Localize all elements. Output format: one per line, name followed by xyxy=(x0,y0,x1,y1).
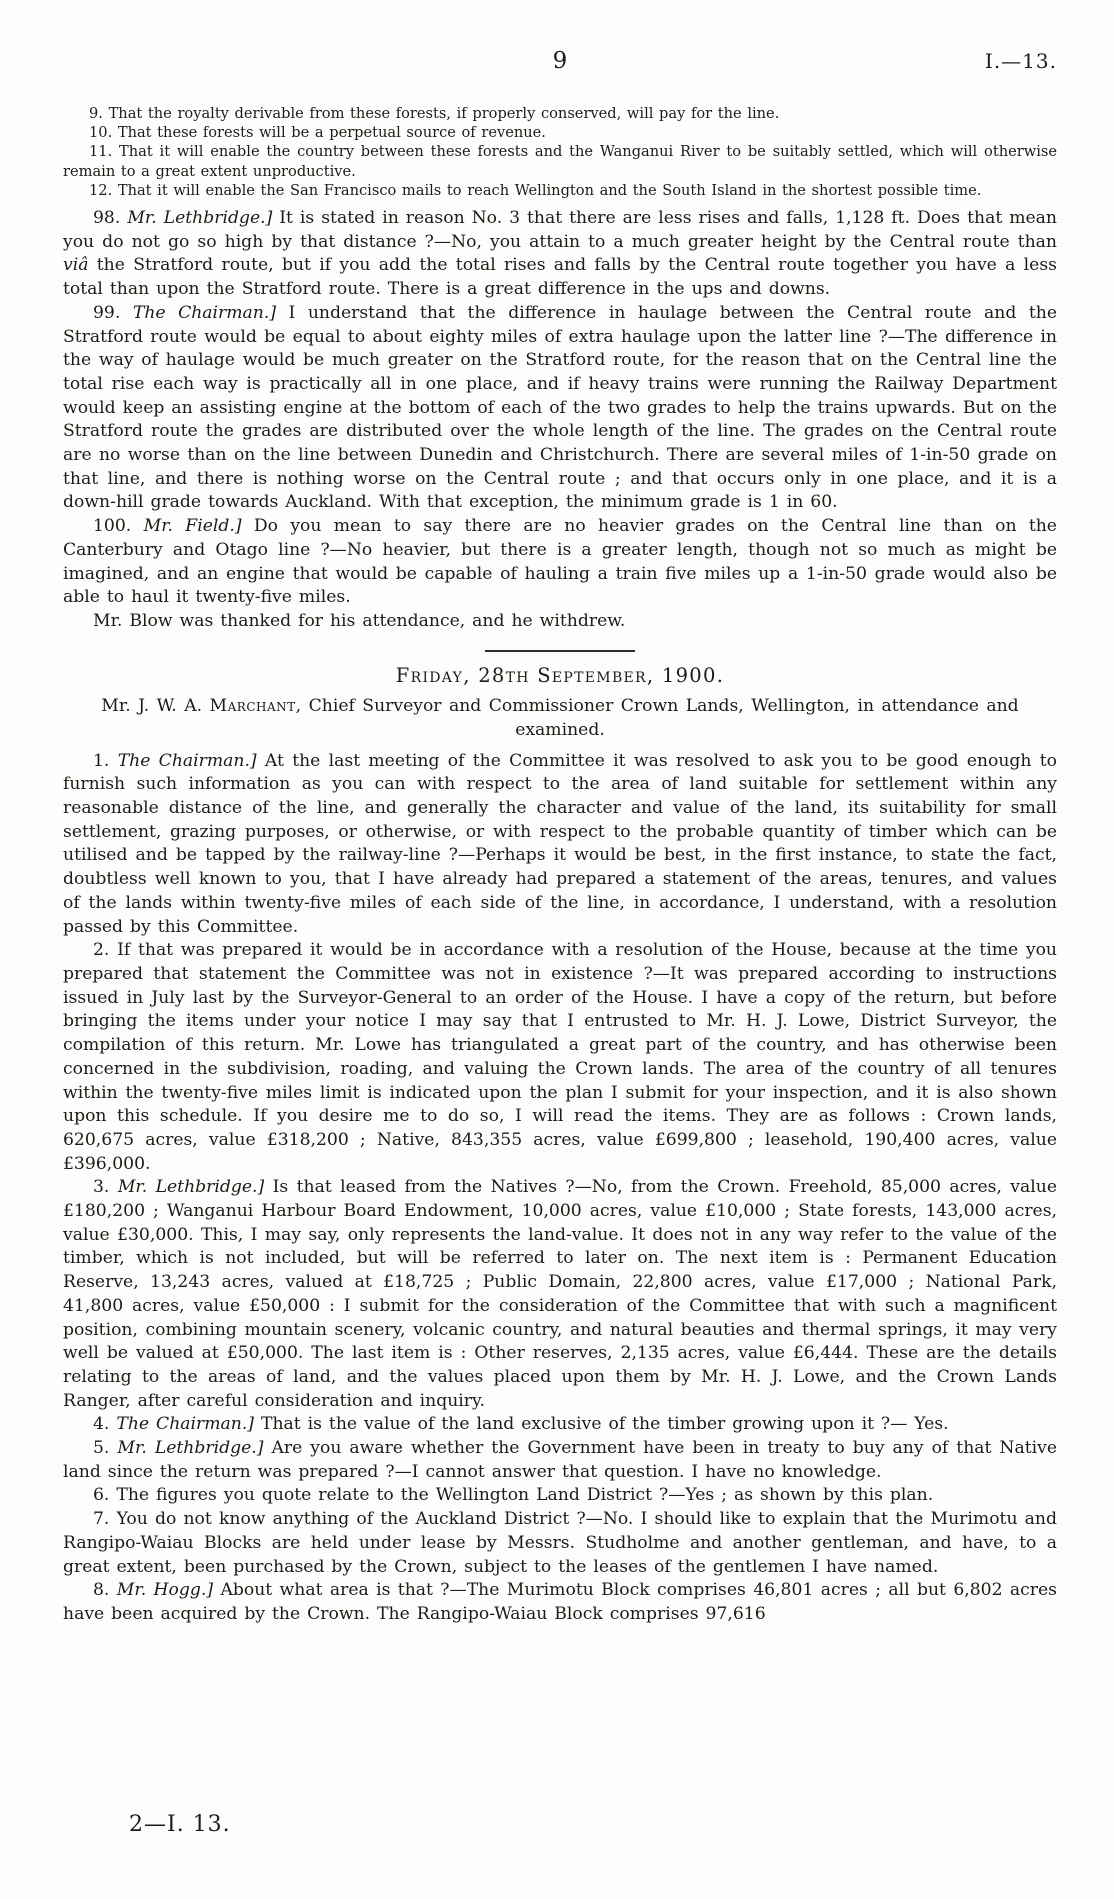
qa-paragraph-100 xyxy=(63,515,1057,610)
question-number: 3. xyxy=(93,1177,110,1198)
page-number: 9 xyxy=(552,48,568,74)
witness-withdrawal: Mr. Blow was thanked for his attendance, and he withdrew. xyxy=(93,610,626,631)
italic-word: viâ xyxy=(63,255,89,276)
qa-paragraph-1 xyxy=(63,750,1057,940)
speaker-name: Mr. Lethbridge.] xyxy=(117,1438,264,1459)
speaker-name: Mr. Lethbridge.] xyxy=(127,208,273,229)
paragraph-text: I understand that the difference in haulage between the Central route and the Stratford route would be equal to about eighty miles of extra haulage upon the latter line ?—The difference in the way of haulage would be much greater on the Stratford route, for the reason that on the Central line the total rise each way is practically all in one place, and if heavy trains were running the Railway Department would keep an assisting engine at the bottom of each of the two grades to help the trains upwards. But on the Stratford route the grades are distributed over the whole length of the line. The grades on the Central route are no worse than on the line between Dunedin and Christchurch. There are several miles of 1-in-50 grade on that line, and there is nothing worse on the Central route ; and that occurs only in one place, and it is a down-hill grade towards Auckland. With that exception, the minimum grade is 1 in 60. xyxy=(63,302,1057,513)
section-divider xyxy=(485,650,635,652)
paragraph-text: That is the value of the land exclusive of the timber growing upon it ?— Yes. xyxy=(260,1414,949,1435)
paper-reference: I.—13. xyxy=(984,49,1057,73)
question-number: 98. xyxy=(93,208,121,229)
reasons-list xyxy=(63,104,1057,200)
paragraph-text: Do you mean to say there are no heavier grades on the Central line than on the Canterbury and Otago line ?—No heavier, but there is a greater length, though not so much as might be imagined, and an engine that would be capable of hauling a train five miles up a 1-in-50 grade would also be able to haul it twenty-five miles. xyxy=(63,516,1057,608)
qa-paragraph-7 xyxy=(63,1508,1057,1579)
witness-name: Marchant xyxy=(209,695,296,716)
qa-paragraph-98 xyxy=(63,207,1057,302)
question-number: 7. xyxy=(93,1509,110,1530)
session-date-heading: Friday, 28th September, 1900. xyxy=(395,663,725,687)
qa-section-morning xyxy=(63,207,1057,634)
witness-intro-pre: Mr. J. W. A. xyxy=(101,695,210,716)
paragraph-text: You do not know anything of the Auckland District ?—No. I should like to explain that the Murimotu and Rangipo-Waiau Blocks are held under lease by Messrs. Studholme and another gentleman, and have, to a great extent, been purchased by the Crown, subject to the leases of the gentlemen I have named. xyxy=(63,1509,1057,1577)
witness-intro xyxy=(63,694,1057,743)
speaker-name: The Chairman.] xyxy=(132,302,277,323)
question-number: 99. xyxy=(93,302,121,323)
reason-item-11: 11. That it will enable the country between these forests and the Wanganui River to be suitably settled, which will otherwise remain to a great extent unproductive. xyxy=(63,143,1057,180)
paragraph-text: the Stratford route, but if you add the total rises and falls by the Central route together you have a less total than upon the Stratford route. There is a great difference in the ups and downs. xyxy=(63,255,1057,300)
speaker-name: The Chairman.] xyxy=(116,1414,255,1435)
paragraph-text: About what area is that ?—The Murimotu Block comprises 46,801 acres ; all but 6,802 acres have been acquired by the Crown. The Rangipo-Waiau Block comprises 97,616 xyxy=(63,1580,1057,1624)
qa-paragraph-4 xyxy=(63,1413,1057,1437)
witness-intro-post: , Chief Surveyor and Commissioner Crown Lands, Wellington, in attendance and examined. xyxy=(295,695,1019,741)
reason-item-12: 12. That it will enable the San Francisco mails to reach Wellington and the South Island in the shortest possible time. xyxy=(89,181,982,199)
question-number: 4. xyxy=(93,1414,110,1435)
text-column xyxy=(63,104,1057,1627)
paragraph-text: Is that leased from the Natives ?—No, from the Crown. Freehold, 85,000 acres, value £180,200 ; Wanganui Harbour Board Endowment, 10,000 acres, value £10,000 ; State forests, 143,000 acres, value £30,000. This, I may say, only represents the land-value. It does not in any way refer to the value of the timber, which is not included, but will be referred to later on. The next item is : Permanent Education Reserve, 13,243 acres, valued at £18,725 ; Public Domain, 22,800 acres, value £17,000 ; National Park, 41,800 acres, value £50,000 : I submit for the consideration of the Committee that with such a magnificent position, combining mountain scenery, volcanic country, and natural beauties and thermal springs, it may very well be valued at £50,000. The last item is : Other reserves, 2,135 acres, value £6,444. These are the details relating to the areas of land, and the values placed upon them by Mr. H. J. Lowe, and the Crown Lands Ranger, after careful consideration and inquiry. xyxy=(63,1177,1057,1411)
page-header xyxy=(63,48,1057,78)
paragraph-text: It is stated in reason No. 3 that there are less rises and falls, 1,128 ft. Does that mean you do not go so high by that distance ?—No, you attain to a much greater height by the Central route than xyxy=(63,208,1057,252)
question-number: 8. xyxy=(93,1580,110,1601)
qa-paragraph-2 xyxy=(63,939,1057,1176)
speaker-name: Mr. Hogg.] xyxy=(116,1580,214,1601)
paragraph-text: Are you aware whether the Government have been in treaty to buy any of that Native land since the return was prepared ?—I cannot answer that question. I have no knowledge. xyxy=(63,1438,1057,1482)
paragraph-text: The figures you quote relate to the Wellington Land District ?—Yes ; as shown by this plan. xyxy=(116,1485,934,1506)
paragraph-text: At the last meeting of the Committee it was resolved to ask you to be good enough to furnish such information as you can with respect to the area of land suitable for settlement within any reasonable distance of the line, and generally the character and value of the land, its suitability for small settlement, grazing purposes, or otherwise, or with respect to the probable quantity of timber which can be utilised and be tapped by the railway-line ?—Perhaps it would be best, in the first instance, to state the fact, doubtless well known to you, that I have already had prepared a statement of the areas, tenures, and values of the lands within twenty-five miles of each side of the line, in accordance, I understand, with a resolution passed by this Committee. xyxy=(63,750,1058,937)
qa-section-marchant xyxy=(63,750,1057,1627)
qa-paragraph-99 xyxy=(63,302,1057,515)
question-number: 1. xyxy=(93,750,110,771)
question-number: 5. xyxy=(93,1438,110,1459)
qa-paragraph-8 xyxy=(63,1579,1057,1626)
printer-signature: 2—I. 13. xyxy=(129,1812,231,1837)
qa-paragraph-5 xyxy=(63,1437,1057,1484)
qa-paragraph-6 xyxy=(63,1484,1057,1508)
reason-item-10: 10. That these forests will be a perpetual source of revenue. xyxy=(89,124,546,142)
speaker-name: Mr. Lethbridge.] xyxy=(117,1177,265,1198)
question-number: 6. xyxy=(93,1485,110,1506)
paragraph-text: If that was prepared it would be in accordance with a resolution of the House, because at the time you prepared that statement the Committee was not in existence ?—It was prepared according to instructions issued in July last by the Surveyor-General to an order of the House. I have a copy of the return, but before bringing the items under your notice I may say that I entrusted to Mr. H. J. Lowe, District Surveyor, the compilation of this return. Mr. Lowe has triangulated a great part of the country, and has otherwise been concerned in the subdivision, roading, and valuing the Crown lands. The area of the country of all tenures within the twenty-five miles limit is indicated upon the plan I submit for your inspection, and it is also shown upon this schedule. If you desire me to do so, I will read the items. They are as follows : Crown lands, 620,675 acres, value £318,200 ; Native, 843,355 acres, value £699,800 ; leasehold, 190,400 acres, value £396,000. xyxy=(63,940,1057,1174)
reason-item-9: 9. That the royalty derivable from these forests, if properly conserved, will pay for the line. xyxy=(89,105,780,122)
question-number: 100. xyxy=(93,516,132,537)
speaker-name: Mr. Field.] xyxy=(143,516,242,537)
speaker-name: The Chairman.] xyxy=(117,750,257,771)
qa-paragraph-3 xyxy=(63,1176,1057,1413)
question-number: 2. xyxy=(93,940,110,961)
